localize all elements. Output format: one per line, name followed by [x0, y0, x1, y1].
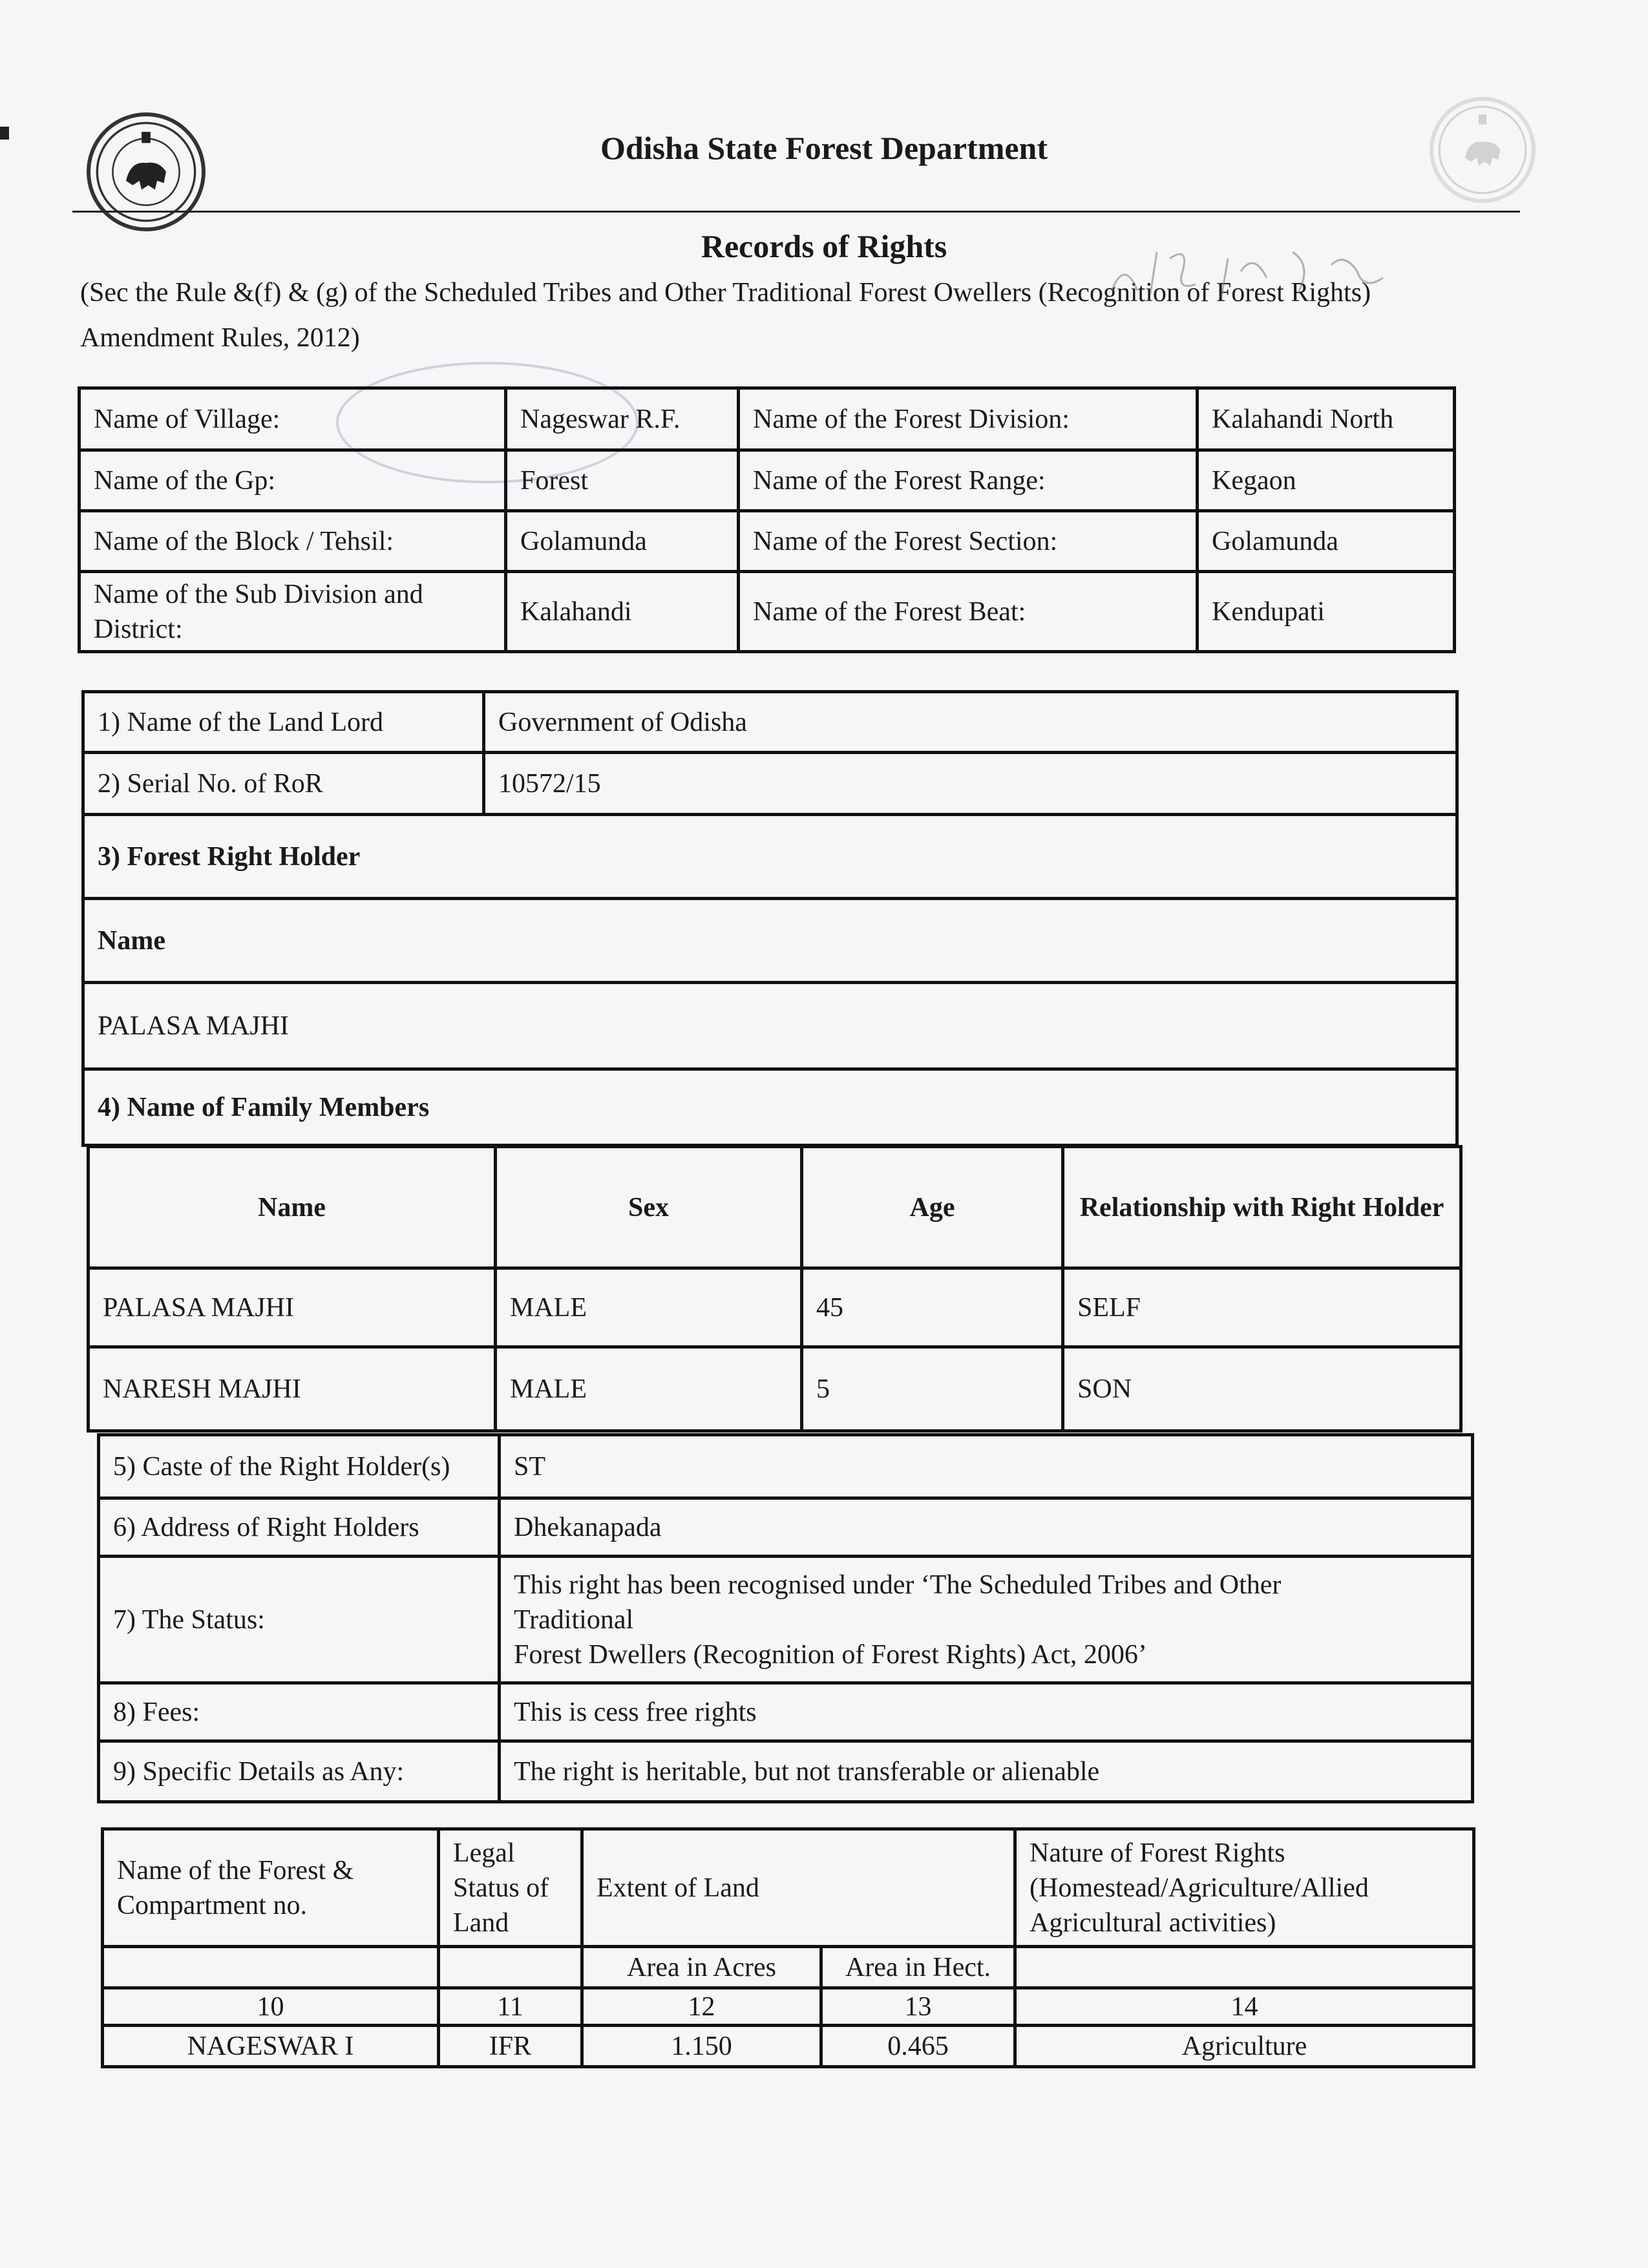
fees-label: 8) Fees: — [99, 1683, 500, 1741]
range-label: Name of the Forest Range: — [739, 450, 1198, 511]
handwritten-date-mark — [1099, 233, 1409, 310]
status-value — [500, 1557, 1473, 1683]
beat-label: Name of the Forest Beat: — [739, 572, 1198, 652]
empty-cell — [103, 1947, 439, 1988]
family-heading: 4) Name of Family Members — [83, 1069, 1457, 1146]
extent-header: Extent of Land — [582, 1829, 1015, 1947]
family-header-name: Name — [89, 1147, 496, 1268]
land-table — [101, 1827, 1475, 2068]
table-row — [89, 1268, 1461, 1347]
details-table — [97, 1433, 1474, 1803]
nature-header: Nature of Forest Rights (Homestead/Agriculture/Allied Agricultural activities) — [1015, 1829, 1474, 1947]
col-number: 13 — [821, 1988, 1015, 2026]
land-legal: IFR — [439, 2026, 582, 2067]
caste-label: 5) Caste of the Right Holder(s) — [99, 1435, 500, 1498]
member-relation: SON — [1063, 1347, 1461, 1431]
hect-header: Area in Hect. — [821, 1947, 1015, 1988]
caste-value: ST — [500, 1435, 1473, 1498]
family-header-sex: Sex — [496, 1147, 802, 1268]
acres-header: Area in Acres — [582, 1947, 821, 1988]
specific-value: The right is heritable, but not transferable or alienable — [500, 1741, 1473, 1802]
serial-value: 10572/15 — [484, 753, 1457, 815]
member-name: NARESH MAJHI — [89, 1347, 496, 1431]
member-age: 5 — [802, 1347, 1063, 1431]
status-label: 7) The Status: — [99, 1557, 500, 1683]
range-value: Kegaon — [1198, 450, 1455, 511]
village-value: Nageswar R.F. — [506, 388, 739, 450]
serial-label: 2) Serial No. of RoR — [83, 753, 484, 815]
table-row — [103, 2026, 1474, 2067]
gp-label: Name of the Gp: — [79, 450, 506, 511]
document-title: Records of Rights — [701, 228, 947, 264]
status-line-2: Traditional — [514, 1604, 634, 1635]
header-divider — [72, 211, 1520, 213]
col-number: 10 — [103, 1988, 439, 2026]
table-row — [89, 1347, 1461, 1431]
land-forest: NAGESWAR I — [103, 2026, 439, 2067]
division-label: Name of the Forest Division: — [739, 388, 1198, 450]
division-value: Kalahandi North — [1198, 388, 1455, 450]
status-line-3: Forest Dwellers (Recognition of Forest Rights) Act, 2006’ — [514, 1639, 1147, 1670]
specific-label: 9) Specific Details as Any: — [99, 1741, 500, 1802]
section-value: Golamunda — [1198, 511, 1455, 572]
holder-heading: 3) Forest Right Holder — [83, 815, 1457, 899]
col-number: 12 — [582, 1988, 821, 2026]
name-heading: Name — [83, 899, 1457, 983]
fees-value: This is cess free rights — [500, 1683, 1473, 1741]
land-nature: Agriculture — [1015, 2026, 1474, 2067]
member-name: PALASA MAJHI — [89, 1268, 496, 1347]
col-number: 11 — [439, 1988, 582, 2026]
village-label: Name of Village: — [79, 388, 506, 450]
subdiv-value: Kalahandi — [506, 572, 739, 652]
address-label: 6) Address of Right Holders — [99, 1498, 500, 1557]
holder-name: PALASA MAJHI — [83, 983, 1457, 1069]
landlord-value: Government of Odisha — [484, 692, 1457, 753]
beat-value: Kendupati — [1198, 572, 1455, 652]
member-sex: MALE — [496, 1268, 802, 1347]
member-age: 45 — [802, 1268, 1063, 1347]
rule-reference-text: (Sec the Rule &(f) & (g) of the Scheduled Tribes and Other Traditional Forest Owellers (Recognition of Forest Rights) Amendment Rules, 2012) — [80, 278, 1371, 353]
section-label: Name of the Forest Section: — [739, 511, 1198, 572]
status-line-1: This right has been recognised under ‘The Scheduled Tribes and Other — [514, 1570, 1282, 1600]
department-title: Odisha State Forest Department — [600, 130, 1048, 166]
empty-cell — [439, 1947, 582, 1988]
landlord-label: 1) Name of the Land Lord — [83, 692, 484, 753]
empty-cell — [1015, 1947, 1474, 1988]
land-hect: 0.465 — [821, 2026, 1015, 2067]
address-value: Dhekanapada — [500, 1498, 1473, 1557]
record-table — [81, 690, 1459, 1147]
subdiv-label: Name of the Sub Division and District: — [79, 572, 506, 652]
gp-value: Forest — [506, 450, 739, 511]
family-table — [87, 1145, 1463, 1433]
legal-header: Legal Status of Land — [439, 1829, 582, 1947]
location-table — [78, 386, 1456, 653]
member-relation: SELF — [1063, 1268, 1461, 1347]
family-header-age: Age — [802, 1147, 1063, 1268]
member-sex: MALE — [496, 1347, 802, 1431]
col-number: 14 — [1015, 1988, 1474, 2026]
forest-header: Name of the Forest & Compartment no. — [103, 1829, 439, 1947]
block-value: Golamunda — [506, 511, 739, 572]
family-header-relationship: Relationship with Right Holder — [1063, 1147, 1461, 1268]
block-label: Name of the Block / Tehsil: — [79, 511, 506, 572]
land-acres: 1.150 — [582, 2026, 821, 2067]
